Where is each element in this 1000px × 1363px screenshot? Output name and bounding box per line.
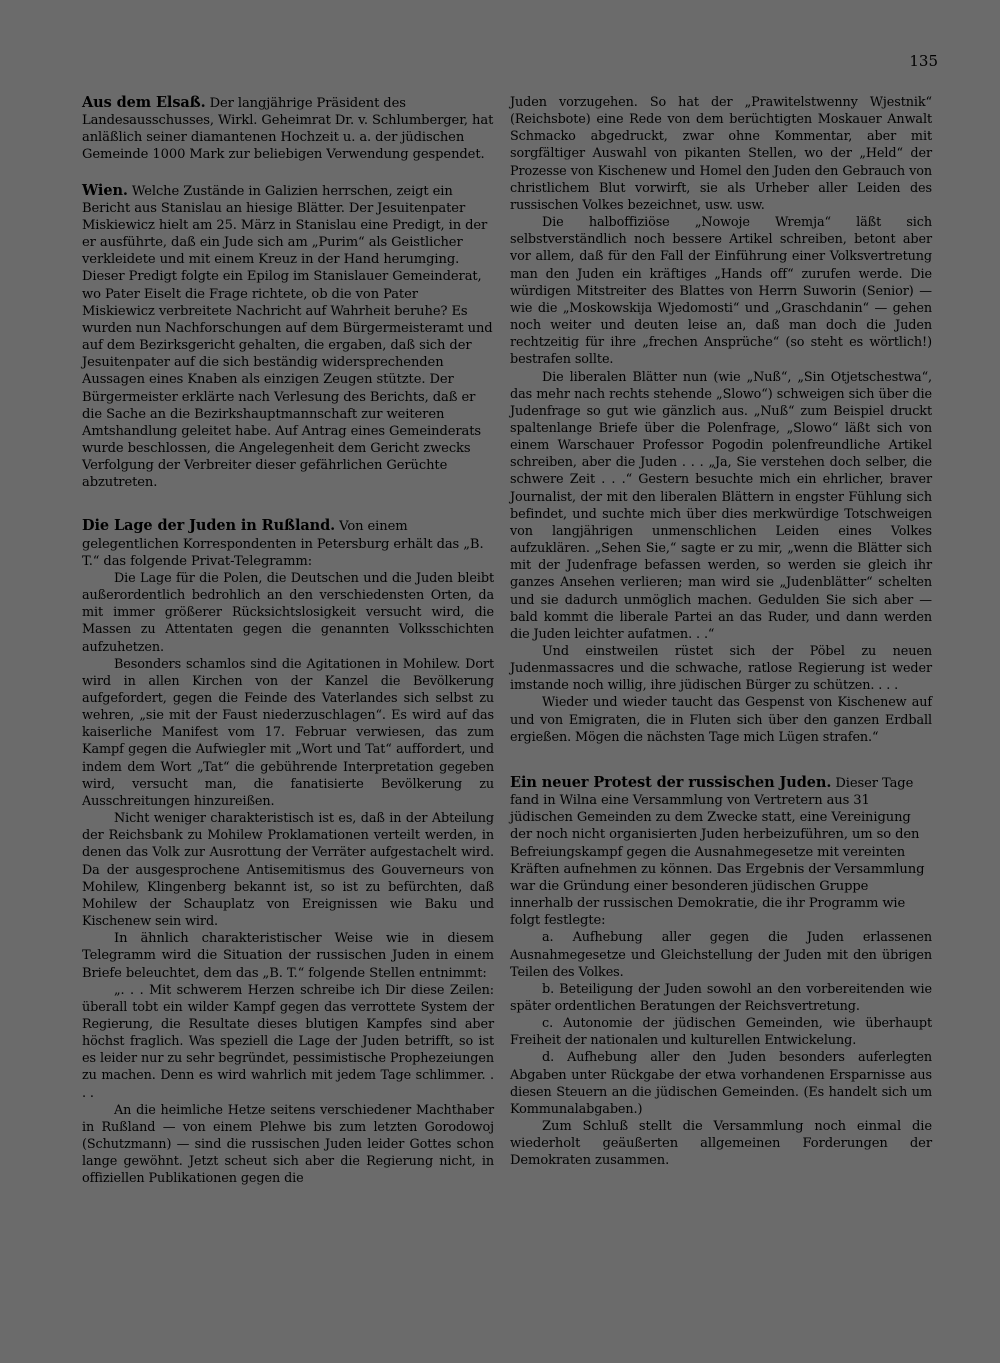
closing-paragraph: Zum Schluß stellt die Versammlung noch einmal die wiederholt geäußerten allgemeinen Forderungen der Demokraten zusammen. <box>510 1119 932 1169</box>
telegram-paragraph: Nicht weniger charakteristisch ist es, daß in der Abteilung der Reichsbank zu Mohilew Proklamationen verteilt werden, in denen das Volk zur Ausrottung der Verräter aufgestachelt wird. Da der ausgesprochene Antisemitismus des Gouverneurs von Mohilew, Klingenberg bekannt ist, so ist zu befürchten, daß Mohilew der Schauplatz von Ereignissen wie Baku und Kischenew sein wird. <box>82 811 494 930</box>
list-item: b. Beteiligung der Juden sowohl an den vorbereitenden wie später ordentlichen Beratungen der Reichsvertretung. <box>510 981 932 1014</box>
letter-paragraph: Wieder und wieder taucht das Gespenst von Kischenew auf und von Emigraten, die in Fluten sich über den ganzen Erdball ergießen. Mögen die nächsten Tage mich Lügen strafen.“ <box>510 695 932 745</box>
article-paragraph: In ähnlich charakteristischer Weise wie in diesem Telegramm wird die Situation der russischen Juden in einem Briefe beleuchtet, dem das „B. T.“ folgende Stellen entnimmt: <box>82 931 494 981</box>
letter-paragraph: „. . . Mit schwerem Herzen schreibe ich Dir diese Zeilen: überall tobt ein wilder Kampf gegen das verrottete System der Regierung, die Resultate dieses blutigen Kampfes sind aber höchst fraglich. Was speziell die Lage der Juden betrifft, so ist es leider nur zu sehr begründet, pessimistische Prophezeiungen zu machen. Denn es wird wahrlich mit jedem Tage schlimmer. . . . <box>82 982 494 1101</box>
article-wien: Wien. Welche Zustände in Galizien herrschen, zeigt ein Bericht aus Stanislau an hiesige Blätter. Der Jesuitenpater Miskiewicz hielt am 25. März in Stanislau eine Predigt, in der er ausführte, daß ein Jude sich am „Purim“ als Geistlicher verkleidete und mit einem Kreuz in der Hand herumging. Dieser Predigt folgte ein Epilog im Stanislauer Gemeinderat, wo Pater Eiselt die Frage richtete, ob die von Pater Miskiewicz verbreitete Nachricht auf Wahrheit beruhe? Es wurden nun Nachforschungen auf dem Bürgermeisteramt und auf dem Bezirksgericht gehalten, die ergaben, daß sich der Jesuitenpater auf die sich beständig widersprechenden Aussagen eines Knaben als einzigen Zeugen stützte. Der Bürgermeister erklärte nach Verlesung des Berichts, daß er die Sache an die Bezirkshauptmannschaft zur weiteren Amtshandlung geleitet habe. Auf Antrag eines Gemeinderats wurde beschlossen, die Angelegenheit dem Gericht zwecks Verfolgung der Verbreiter dieser gefährlichen Gerüchte abzutreten. <box>82 181 493 491</box>
article-lage-juden-russland: Die Lage der Juden in Rußland. Von einem gelegentlichen Korrespondenten in Petersburg erhält das „B. T.“ das folgende Privat-Telegramm: Die Lage für die Polen, die Deutschen und die Juden bleibt außerordentlich bedrohlich an den verschiedensten Orten, da mit immer größerer Rücksichtslosigkeit versucht wird, die Massen zu Attentaten gegen die genannten Volksschichten aufzuhetzen. Besonders schamlos sind die Agitationen in Mohilew. Dort wird in allen Kirchen von der Kanzel die Bevölkerung aufgefordert, gegen die Feinde des Vaterlandes sich selbst zu wehren, „sie mit der Faust niederzuschlagen“. Es wird auf das kaiserliche Manifest vom 17. Februar verwiesen, das zum Kampf gegen die Aufwiegler mit „Wort und Tat“ auffordert, und indem dem Wort „Tat“ die gebührende Interpretation gegeben wird, versucht man, die fanatisierte Bevölkerung zu Ausschreitungen hinzureißen. Nicht weniger charakteristisch ist es, daß in der Abteilung der Reichsbank zu Mohilew Proklamationen verteilt werden, in denen das Volk zur Ausrottung der Verräter aufgestachelt wird. Da der ausgesprochene Antisemitismus des Gouverneurs von Mohilew, Klingenberg bekannt ist, so ist zu befürchten, daß Mohilew der Schauplatz von Ereignissen wie Baku und Kischenew sein wird. In ähnlich charakteristischer Weise wie in diesem Telegramm wird die Situation der russischen Juden in einem Briefe beleuchtet, dem das „B. T.“ folgende Stellen entnimmt: „. . . Mit schwerem Herzen schreibe ich Dir diese Zeilen: überall tobt ein wilder Kampf gegen das verrottete System der Regierung, die Resultate dieses blutigen Kampfes sind aber höchst fraglich. Was speziell die Lage der Juden betrifft, so ist es leider nur zu sehr begründet, pessimistische Prophezeiungen zu machen. Denn es wird wahrlich mit jedem Tage schlimmer. . . . An die heimliche Hetze seitens verschiedener Machthaber in Rußland — von einem Plehwe bis zum letzten Gorodowoj (Schutzmann) — sind die russischen Juden leider Gottes schon lange gewöhnt. Jetzt scheut sich aber die Regierung nicht, in offiziellen Publikationen gegen die <box>82 517 494 1187</box>
article-heading: Die Lage der Juden in Rußland. <box>82 517 336 535</box>
letter-paragraph: Die halboffiziöse „Nowoje Wremja“ läßt sich selbstverständlich noch bessere Artikel schreiben, betont aber vor allem, daß für den Fall der Einführung einer Volksvertretung man den Juden ein kräftiges „Hands off“ zurufen werde. Die würdigen Mitstreiter des Blattes von Herrn Suworin (Senior) — wie die „Moskowskija Wjedomosti“ und „Graschdanin“ — gehen noch weiter und deuten leise an, daß man doch die Juden rechtzeitig für ihre „frechen Ansprüche“ (so steht es wörtlich!) bestrafen sollte. <box>510 215 932 368</box>
letter-paragraph: Die liberalen Blätter nun (wie „Nuß“, „Sin Otjetschestwa“, das mehr nach rechts stehende „Slowo“) schweigen sich über die Judenfrage so gut wie gänzlich aus. „Nuß“ zum Beispiel druckt spaltenlange Briefe über die Polenfrage, „Slowo“ läßt sich von einem Warschauer Professor Pogodin polenfreundliche Artikel schreiben, aber die Juden . . . „Ja, Sie verstehen doch selber, die schwere Zeit . . .“ Gestern besuchte mich ein ehrlicher, braver Journalist, der mit den liberalen Blättern in engster Fühlung sich befindet, und suchte mich über dies merkwürdige Totschweigen von langjährigen unmenschlichen Leiden eines Volkes aufzuklären. „Sehen Sie,“ sagte er zu mir, „wenn die Blätter sich mit der Judenfrage befassen werden, so werden sie gleich ihr ganzes Ansehen verlieren; man wird sie „Judenblätter“ schelten und sie dadurch unmöglich machen. Gedulden Sie sich aber — bald kommt die liberale Partei an das Ruder, und dann werden die Juden leichter aufatmen. . .“ <box>510 369 932 642</box>
article-heading: Wien. <box>82 181 128 199</box>
letter-paragraph: An die heimliche Hetze seitens verschiedener Machthaber in Rußland — von einem Plehwe bis zum letzten Gorodowoj (Schutzmann) — sind die russischen Juden leider Gottes schon lange gewöhnt. Jetzt scheut sich aber die Regierung nicht, in offiziellen Publikationen gegen die <box>82 1102 494 1187</box>
telegram-paragraph: Die Lage für die Polen, die Deutschen und die Juden bleibt außerordentlich bedrohlich an den verschiedensten Orten, da mit immer größerer Rücksichtslosigkeit versucht wird, die Massen zu Attentaten gegen die genannten Volksschichten aufzuhetzen. <box>82 570 494 655</box>
letter-paragraph: Juden vorzugehen. So hat der „Prawitelstwenny Wjestnik“ (Reichsbote) eine Rede von dem berüchtigten Moskauer Anwalt Schmacko abgedruckt, zwar ohne Kommentar, aber mit sorgfältiger Auswahl von pikanten Stellen, wo der „Held“ der Prozesse von Kischenew und Homel den Juden den Gebrauch von christlichem Blut vorwirft, sie als Urheber aller Leiden des russischen Volkes bezeichnet, usw. usw. <box>510 95 932 213</box>
right-column <box>510 94 932 1170</box>
program-list <box>510 929 932 1118</box>
list-item: a. Aufhebung aller gegen die Juden erlassenen Ausnahmegesetze und Gleichstellung der Juden mit den übrigen Teilen des Volkes. <box>510 930 932 980</box>
article-heading: Ein neuer Protest der russischen Juden. <box>510 773 832 791</box>
list-item: d. Aufhebung aller den Juden besonders auferlegten Abgaben unter Rückgabe der etwa vorhandenen Ersparnisse aus diesen Steuern an die jüdischen Gemeinden. (Es handelt sich um Kommunalabgaben.) <box>510 1050 932 1117</box>
article-protest: Ein neuer Protest der russischen Juden. Dieser Tage fand in Wilna eine Versammlung von Vertretern aus 31 jüdischen Gemeinden zu dem Zwecke statt, eine Vereinigung der noch nicht organisierten Juden herbeizuführen, um so den Befreiungskampf gegen die Ausnahmegesetze mit vereinten Kräften aufnehmen zu können. Das Ergebnis der Versammlung war die Gründung einer besonderen jüdischen Gruppe innerhalb der russischen Demokratie, die ihr Programm wie folgt festlegte: a. Aufhebung aller gegen die Juden erlassenen Ausnahmegesetze und Gleichstellung der Juden mit den übrigen Teilen des Volkes. b. Beteiligung der Juden sowohl an den vorbereitenden wie später ordentlichen Beratungen der Reichsvertretung. c. Autonomie der jüdischen Gemeinden, wie überhaupt Freiheit der nationalen und kulturellen Entwickelung. d. Aufhebung aller den Juden besonders auferlegten Abgaben unter Rückgabe der etwa vorhandenen Ersparnisse aus diesen Steuern an die jüdischen Gemeinden. (Es handelt sich um Kommunalabgaben.) Zum Schluß stellt die Versammlung noch einmal die wiederholt geäußerten allgemeinen Forderungen der Demokraten zusammen. <box>510 773 932 1169</box>
letter-paragraph: Und einstweilen rüstet sich der Pöbel zu neuen Judenmassacres und die schwache, ratlose Regierung ist weder imstande noch willig, ihre jüdischen Bürger zu schützen. . . . <box>510 644 932 694</box>
page-number: 135 <box>909 52 938 70</box>
article-heading: Aus dem Elsaß. <box>82 94 206 111</box>
telegram-paragraph: Besonders schamlos sind die Agitationen in Mohilew. Dort wird in allen Kirchen von der Kanzel die Bevölkerung aufgefordert, gegen die Feinde des Vaterlandes sich selbst zu wehren, „sie mit der Faust niederzuschlagen“. Es wird auf das kaiserliche Manifest vom 17. Februar verwiesen, das zum Kampf gegen die Aufwiegler mit „Wort und Tat“ auffordert, und indem dem Wort „Tat“ die gebührende Interpretation gegeben wird, versucht man, die fanatisierte Bevölkerung zu Ausschreitungen hinzureißen. <box>82 656 494 809</box>
left-column <box>82 94 494 1188</box>
list-item: c. Autonomie der jüdischen Gemeinden, wie überhaupt Freiheit der nationalen und kulturellen Entwickelung. <box>510 1016 932 1049</box>
article-elsass: Aus dem Elsaß. Der langjährige Präsident des Landesausschusses, Wirkl. Geheimrat Dr. v. Schlumberger, hat anläßlich seiner diamantenen Hochzeit u. a. der jüdischen Gemeinde 1000 Mark zur beliebigen Verwendung gespendet. <box>82 94 494 163</box>
section-gap <box>510 746 932 774</box>
